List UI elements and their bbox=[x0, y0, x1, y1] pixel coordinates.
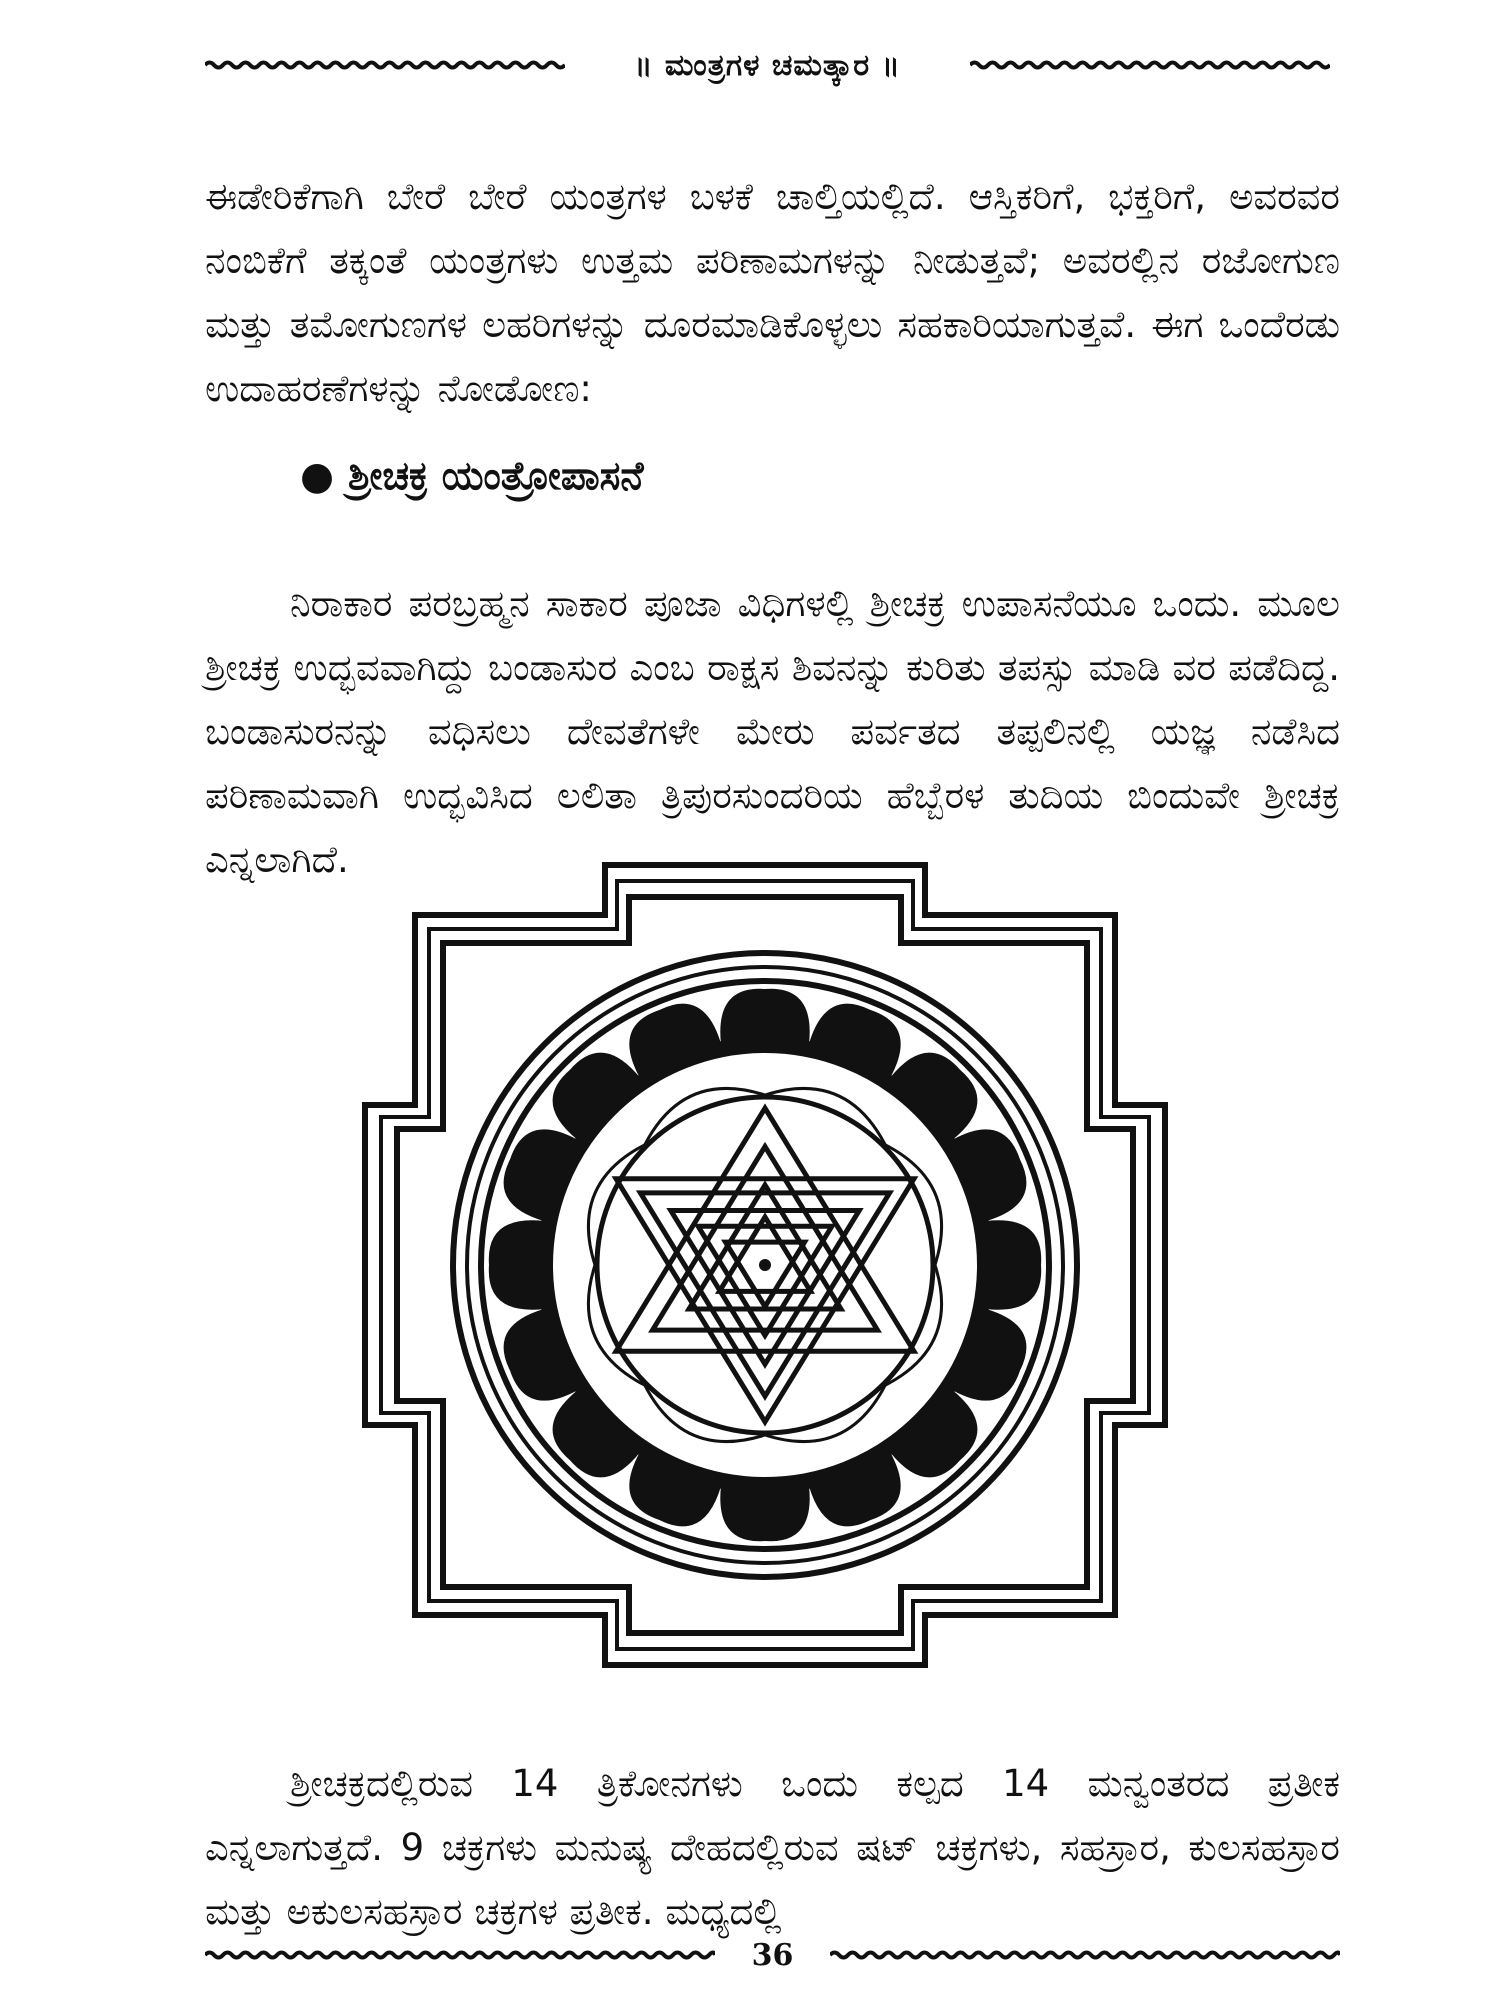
paragraph-srichakra: ನಿರಾಕಾರ ಪರಬ್ರಹ್ಮನ ಸಾಕಾರ ಪೂಜಾ ವಿಧಿಗಳಲ್ಲಿ ಶ್ರೀಚಕ್ರ ಉಪಾಸನೆಯೂ ಒಂದು. ಮೂಲ ಶ್ರೀಚಕ್ರ ಉದ್ಭವವಾಗಿದ್ದು ಬಂಡಾಸುರ ಎಂಬ ರಾಕ್ಷಸ ಶಿವನನ್ನು ಕುರಿತು ತಪಸ್ಸು ಮಾಡಿ ವರ ಪಡೆದಿದ್ದ. ಬಂಡಾಸುರನನ್ನು ವಧಿಸಲು ದೇವತೆಗಳೇ ಮೇರು ಪರ್ವತದ ತಪ್ಪಲಿನಲ್ಲಿ ಯಜ್ಞ ನಡೆಸಿದ ಪರಿಣಾಮವಾಗಿ ಉದ್ಭವಿಸಿದ ಲಲಿತಾ ತ್ರಿಪುರಸುಂದರಿಯ ಹೆಬ್ಬೆರಳ ತುದಿಯ ಬಿಂದುವೇ ಶ್ರೀಚಕ್ರ ಎನ್ನಲಾಗಿದೆ. bbox=[205, 582, 1340, 881]
wave-rule-left bbox=[205, 1946, 715, 1964]
paragraph-triangles: ಶ್ರೀಚಕ್ರದಲ್ಲಿರುವ 14 ತ್ರಿಕೋನಗಳು ಒಂದು ಕಲ್ಪದ 14 ಮನ್ವಂತರದ ಪ್ರತೀಕ ಎನ್ನಲಾಗುತ್ತದೆ. 9 ಚಕ್ರಗಳು ಮನುಷ್ಯ ದೇಹದಲ್ಲಿರುವ ಷಟ್ ಚಕ್ರಗಳು, ಸಹಸ್ರಾರ, ಕುಲಸಹಸ್ರಾರ ಮತ್ತು ಅಕುಲಸಹಸ್ರಾರ ಚಕ್ರಗಳ ಪ್ರತೀಕ. ಮಧ್ಯದಲ್ಲಿ bbox=[205, 1762, 1340, 1933]
paragraph-intro: ಈಡೇರಿಕೆಗಾಗಿ ಬೇರೆ ಬೇರೆ ಯಂತ್ರಗಳ ಬಳಕೆ ಚಾಲ್ತಿಯಲ್ಲಿದೆ. ಆಸ್ತಿಕರಿಗೆ, ಭಕ್ತರಿಗೆ, ಅವರವರ ನಂಬಿಕೆಗೆ ತಕ್ಕಂತೆ ಯಂತ್ರಗಳು ಉತ್ತಮ ಪರಿಣಾಮಗಳನ್ನು ನೀಡುತ್ತವೆ; ಅವರಲ್ಲಿನ ರಜೋಗುಣ ಮತ್ತು ತಮೋಗುಣಗಳ ಲಹರಿಗಳನ್ನು ದೂರಮಾಡಿಕೊಳ್ಳಲು ಸಹಕಾರಿಯಾಗುತ್ತವೆ. ಈಗ ಒಂದೆರಡು ಉದಾಹರಣೆಗಳನ್ನು ನೋಡೋಣ: bbox=[205, 175, 1340, 410]
sri-yantra-icon bbox=[345, 845, 1185, 1685]
lotus-petal bbox=[720, 1487, 809, 1542]
page-footer bbox=[205, 1935, 1340, 1975]
wave-rule-left bbox=[205, 56, 565, 74]
section-heading-text: ಶ್ರೀಚಕ್ರ ಯಂತ್ರೋಪಾಸನೆ bbox=[348, 454, 644, 499]
lotus-petal bbox=[489, 1220, 544, 1309]
bullet-icon: ● bbox=[300, 454, 335, 499]
lotus-petal bbox=[987, 1220, 1042, 1309]
wave-rule-right bbox=[830, 1946, 1340, 1964]
lotus-petal bbox=[720, 989, 809, 1044]
wave-rule-right bbox=[970, 56, 1330, 74]
bindu-dot bbox=[759, 1259, 771, 1271]
page-number: 36 bbox=[751, 1937, 794, 1973]
section-heading bbox=[300, 445, 644, 509]
running-head bbox=[205, 40, 1330, 90]
running-head-title: ॥ ಮಂತ್ರಗಳ ಚಮತ್ಕಾರ ॥ bbox=[634, 47, 901, 83]
